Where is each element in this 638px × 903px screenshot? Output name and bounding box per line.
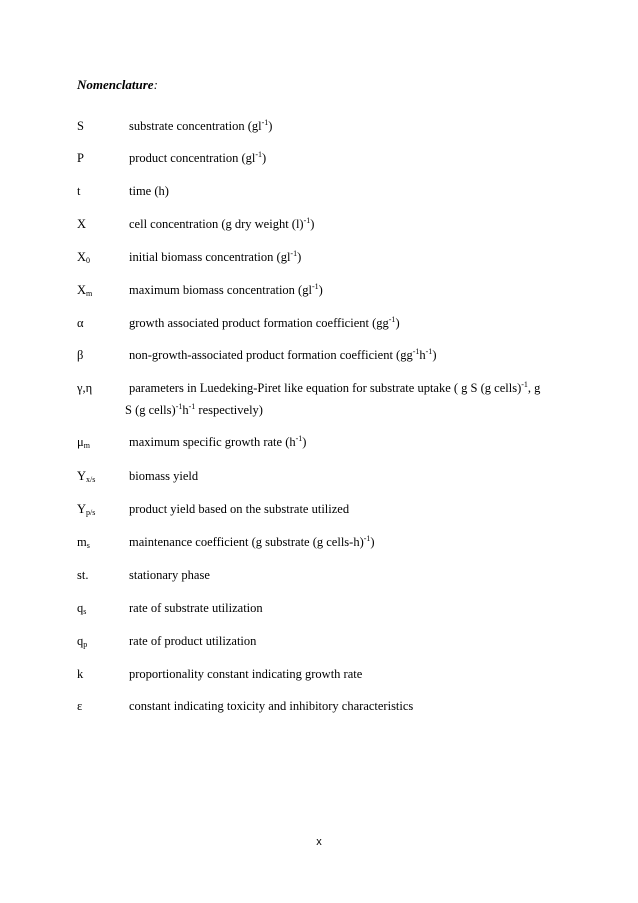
- entry-definition: time (h): [129, 184, 169, 198]
- entry-definition: constant indicating toxicity and inhibitory characteristics: [129, 699, 414, 713]
- entry-definition: non-growth-associated product formation coefficient $(gg^{-1}h^{-1})$: [129, 347, 437, 362]
- entry-symbol: k: [77, 667, 84, 681]
- entry-definition: maximum biomass concentration $(gl^{-1})$: [129, 282, 323, 297]
- page-number: x: [316, 836, 322, 848]
- entry-symbol: X: [77, 217, 87, 231]
- entry-symbol: $Y_{p/s}$: [77, 502, 96, 517]
- entry-definition: growth associated product formation coefficient $(gg^{-1})$: [129, 315, 400, 330]
- entry-symbol: $Y_{x/s}$: [77, 469, 96, 484]
- entry-symbol: ε: [77, 699, 83, 713]
- entry-definition: substrate concentration $(gl^{-1})$: [129, 118, 273, 133]
- entry-definition: stationary phase: [129, 568, 210, 582]
- entry-definition: proportionality constant indicating growth rate: [129, 667, 363, 681]
- entry-symbol: t: [77, 184, 81, 198]
- page-title: Nomenclature:: [77, 77, 158, 92]
- entry-definition: product yield based on the substrate utilized: [129, 502, 350, 516]
- entry-symbol: α: [77, 316, 84, 330]
- entry-definition: maximum specific growth rate $(h^{-1})$: [129, 434, 307, 449]
- entry-definition-continuation: S (g $cells)^{-1}h^{-1}$ respectively): [125, 402, 263, 417]
- entry-symbol: P: [77, 151, 84, 165]
- entry-symbol: S: [77, 119, 84, 133]
- entry-definition: initial biomass concentration $(gl^{-1})$: [129, 249, 302, 264]
- entry-symbol: β: [77, 348, 84, 362]
- entry-definition: parameters in Luedeking-Piret like equation for substrate uptake ( g S (g cells)$^{-1}$, g: [129, 380, 541, 395]
- entry-symbol: $q_p$: [77, 634, 88, 649]
- entry-symbol: $X_0$: [77, 250, 91, 265]
- entry-definition: cell concentration (g dry weight $(l)^{-1}$): [129, 216, 315, 231]
- entry-symbol: st.: [77, 568, 89, 582]
- entry-symbol: $m_s$: [77, 535, 90, 550]
- entry-definition: rate of product utilization: [129, 634, 257, 648]
- entry-definition: rate of substrate utilization: [129, 601, 263, 615]
- entry-definition: maintenance coefficient (g substrate (g cells-h)$^{-1}$): [129, 534, 375, 549]
- entry-symbol: $\mu_m$: [77, 435, 90, 450]
- entry-symbol: $q_s$: [77, 601, 87, 616]
- entry-symbol: γ,η: [77, 381, 93, 395]
- entry-definition: biomass yield: [129, 469, 199, 483]
- entry-symbol: $X_m$: [77, 283, 93, 298]
- entry-definition: product concentration $(gl^{-1})$: [129, 150, 267, 165]
